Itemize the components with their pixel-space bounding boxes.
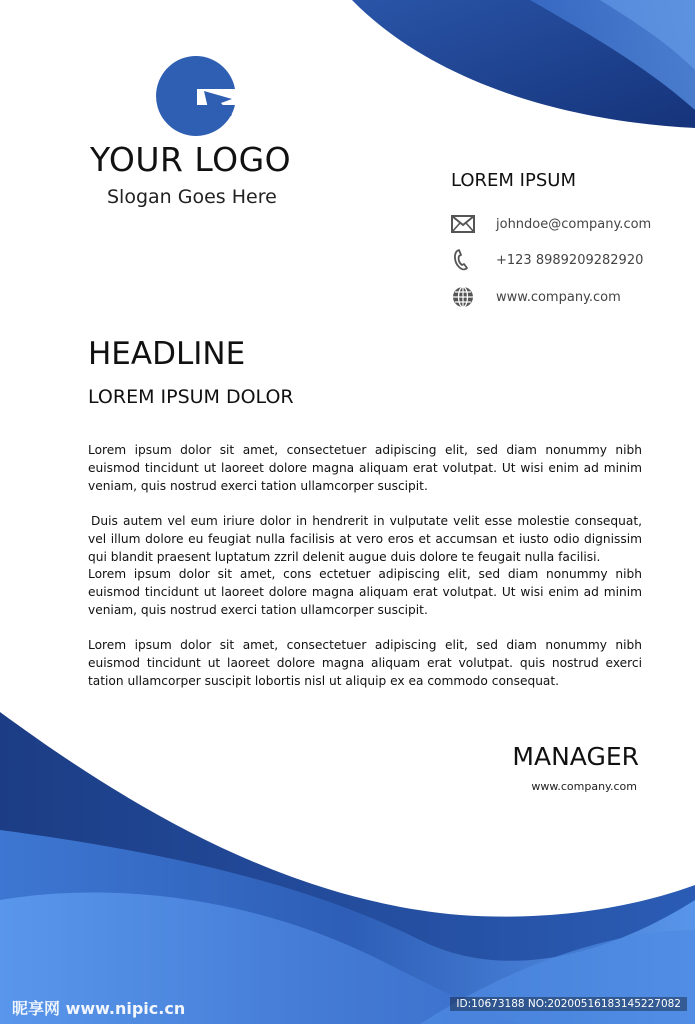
signer-title: MANAGER: [512, 742, 639, 771]
contact-website[interactable]: www.company.com: [496, 289, 621, 305]
contact-email[interactable]: johndoe@company.com: [496, 216, 652, 232]
slogan: Slogan Goes Here: [107, 186, 277, 208]
contact-title: LOREM IPSUM: [451, 170, 576, 191]
body-paragraph-3: Lorem ipsum dolor sit amet, cons ectetuer adipiscing elit, sed diam nonummy nibh euismod tincidunt ut laoreet dolore magna aliquam erat volutpat. Ut wisi enim ad minim veniam, quis nostrud exerci tation ullamcorper suscipit.: [88, 567, 642, 617]
subheadline: LOREM IPSUM DOLOR: [88, 386, 294, 408]
signer-website[interactable]: www.company.com: [531, 780, 637, 793]
globe-icon: [451, 285, 477, 309]
body-paragraph-4: Lorem ipsum dolor sit amet, consectetuer adipiscing elit, sed diam nonummy nibh euismod tincidunt ut laoreet dolore magna aliquam erat volutpat. quis nostrud exerci tation ullamcorper suscipit lobortis nisl ut aliquip ex ea commodo consequat.: [88, 638, 642, 688]
envelope-icon: [451, 212, 477, 236]
contact-phone[interactable]: +123 8989209282920: [496, 252, 644, 268]
contact-website-row: [451, 285, 621, 309]
contact-phone-row: [451, 248, 643, 272]
body-paragraph-2: Duis autem vel eum iriure dolor in hendrerit in vulputate velit esse molestie consequat, vel illum dolore eu feugiat nulla facilisis at vero eros et accumsan et iusto odio dignissim qui blandit praesent luptatum zzril delenit augue duis dolore te feugait nulla facilisi.: [88, 514, 642, 564]
phone-icon: [451, 248, 477, 272]
image-id-label: ID:10673188 NO:20200516183145227082: [450, 997, 687, 1011]
body-paragraph-1: Lorem ipsum dolor sit amet, consectetuer adipiscing elit, sed diam nonummy nibh euismod tincidunt ut laoreet dolore magna aliquam erat volutpat. Ut wisi enim ad minim veniam, quis nostrud exerci tation ullamcorper suscipit.: [88, 443, 642, 493]
contact-email-row: [451, 212, 651, 236]
watermark-text: 昵享网 www.nipic.cn: [12, 999, 186, 1018]
headline: HEADLINE: [88, 336, 246, 372]
logo-icon: [156, 55, 238, 137]
logo-text: YOUR LOGO: [90, 140, 292, 179]
